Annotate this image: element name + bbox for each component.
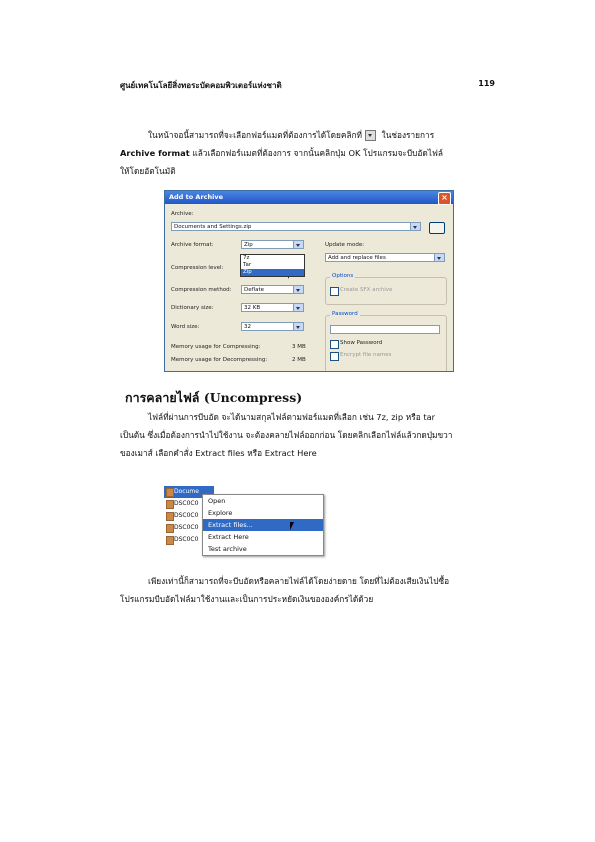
file-name: DSC0C0 <box>174 536 199 543</box>
mem-decomp-value: 2 MB <box>292 357 306 363</box>
update-mode-select[interactable] <box>325 253 445 262</box>
chevron-down-icon[interactable] <box>293 241 303 248</box>
chevron-down-icon[interactable] <box>293 304 303 311</box>
menu-item-extract-here[interactable]: Extract Here <box>208 533 249 541</box>
chevron-down-icon[interactable] <box>293 323 303 330</box>
format-option[interactable]: Tar <box>243 262 252 268</box>
sfx-checkbox[interactable] <box>330 287 339 296</box>
paragraph-summary <box>120 572 495 608</box>
method-value: Deflate <box>244 287 264 293</box>
para1-line3: ให้โดยอัตโนมัติ <box>120 166 176 176</box>
archive-file-icon <box>166 488 174 497</box>
word-select[interactable] <box>241 322 304 331</box>
mem-comp-value: 3 MB <box>292 344 306 350</box>
page-header <box>120 79 495 92</box>
para1-line1a: ในหน้าจอนี้สามารถที่จะเลือกฟอร์แมตที่ต้องการได้โดยคลิกที่ <box>148 130 363 140</box>
chevron-down-icon[interactable] <box>434 254 444 261</box>
file-name: Docume <box>174 488 199 495</box>
file-name: DSC0C0 <box>174 500 199 507</box>
file-name: DSC0C0 <box>174 524 199 531</box>
mem-decomp-label: Memory usage for Decompressing: <box>171 357 268 363</box>
archive-label: Archive: <box>171 211 194 217</box>
mem-comp-label: Memory usage for Compressing: <box>171 344 261 350</box>
context-menu <box>202 494 324 556</box>
archive-format-select[interactable] <box>241 240 304 249</box>
format-dropdown-list <box>240 254 305 277</box>
method-select[interactable] <box>241 285 304 294</box>
image-file-icon <box>166 512 174 521</box>
password-title: Password <box>332 311 358 317</box>
encrypt-label: Encrypt file names <box>340 352 392 358</box>
update-label: Update mode: <box>325 242 365 248</box>
mouse-cursor-icon <box>290 522 294 530</box>
update-value: Add and replace files <box>328 255 386 261</box>
paragraph-uncompress <box>120 408 495 462</box>
browse-button[interactable] <box>429 222 445 234</box>
format-option-selected[interactable]: Zip <box>241 269 304 276</box>
show-password-label: Show Password <box>340 340 383 346</box>
password-input[interactable] <box>330 325 440 334</box>
close-icon[interactable]: × <box>438 192 451 205</box>
header-title: ศูนย์เทคโนโลยีสิ่งทอระบัดคอมพิวเตอร์แห่งชาติ <box>120 81 282 90</box>
dict-label: Dictionary size: <box>171 305 214 311</box>
encrypt-names-checkbox[interactable] <box>330 352 339 361</box>
dialog-title: Add to Archive <box>169 193 224 201</box>
add-to-archive-dialog <box>164 190 454 372</box>
archive-path-value: Documents and Settings.zip <box>174 224 252 230</box>
file-name: DSC0C0 <box>174 512 199 519</box>
dict-select[interactable] <box>241 303 304 312</box>
options-title: Options <box>332 273 354 279</box>
menu-item-test-archive[interactable]: Test archive <box>208 545 247 553</box>
section-heading: การคลายไฟล์ (Uncompress) <box>125 390 303 405</box>
menu-item-explore[interactable]: Explore <box>208 509 233 517</box>
para2-line1: ไฟล์ที่ผ่านการบีบอัด จะได้นามสกุลไฟล์ตามฟอร์แมตที่เลือก เช่น 7z, zip หรือ tar <box>148 412 436 422</box>
archive-path-field[interactable] <box>171 222 421 231</box>
word-value: 32 <box>244 324 251 330</box>
format-label: Archive format: <box>171 242 214 248</box>
para3-line2: โปรแกรมบีบอัดไฟล์มาใช้งานและเป็นการประหยัดเงินขององค์กรได้ด้วย <box>120 594 374 604</box>
chevron-down-icon[interactable] <box>293 286 303 293</box>
para3-line1: เพียงเท่านี้ก็สามารถที่จะบีบอัดหรือคลายไฟล์ได้โดยง่ายดาย โดยที่ไม่ต้องเสียเงินไปซื้อ <box>148 576 450 586</box>
page-number: 119 <box>478 79 495 88</box>
format-value: Zip <box>244 242 253 248</box>
para1-line2: แล้วเลือกฟอร์แมตที่ต้องการ จากนั้นคลิกปุ่ม OK โปรแกรมจะบีบอัดไฟล์ <box>192 148 443 158</box>
options-group <box>325 273 447 305</box>
word-label: Word size: <box>171 324 200 330</box>
para2-line2: เป็นต้น ซึ่งเมื่อต้องการนำไปใช้งาน จะต้องคลายไฟล์ออกก่อน โดยคลิกเลือกไฟล์แล้วกดปุ่มขวา <box>120 430 453 440</box>
dict-value: 32 KB <box>244 305 261 311</box>
image-file-icon <box>166 500 174 509</box>
paragraph-format <box>120 126 495 180</box>
level-label: Compression level: <box>171 265 224 271</box>
method-label: Compression method: <box>171 287 232 293</box>
dropdown-arrow-icon <box>365 130 376 141</box>
dialog-titlebar <box>165 191 453 204</box>
para1-line1b: ในช่องรายการ <box>381 130 435 140</box>
password-group <box>325 311 447 372</box>
image-file-icon <box>166 536 174 545</box>
chevron-down-icon[interactable] <box>410 223 420 230</box>
show-password-checkbox[interactable] <box>330 340 339 349</box>
sfx-label: Create SFX archive <box>340 287 393 293</box>
format-option[interactable]: 7z <box>243 255 250 261</box>
image-file-icon <box>166 524 174 533</box>
para2-line3: ของเมาส์ เลือกคำสั่ง Extract files หรือ Extract Here <box>120 448 317 458</box>
menu-item-extract-files[interactable]: Extract files... <box>203 519 323 531</box>
para1-bold: Archive format <box>120 148 190 158</box>
menu-item-open[interactable]: Open <box>208 497 226 505</box>
